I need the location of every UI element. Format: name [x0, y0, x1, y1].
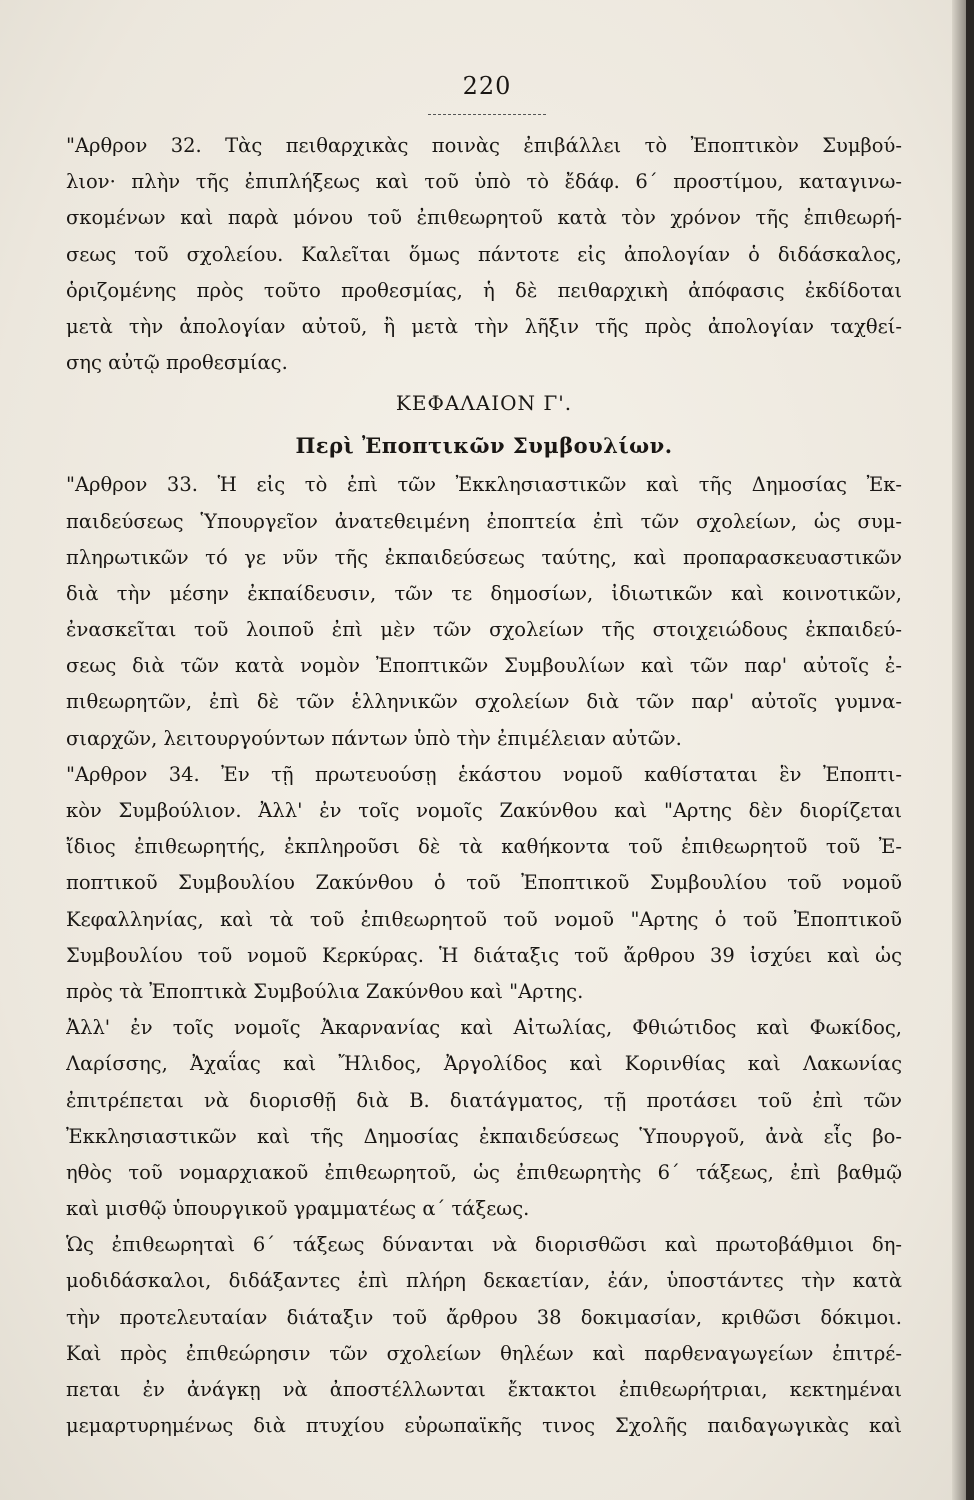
chapter-title: Περὶ Ἐποπτικῶν Συμβουλίων.	[295, 433, 673, 459]
text-line: ἐπιτρέπεται νὰ διορισθῇ διὰ Β. διατάγματος, τῇ προτάσει τοῦ ἐπὶ τῶν	[66, 1088, 902, 1112]
text-line: σης αὐτῷ προθεσμίας.	[66, 351, 288, 375]
text-line: Ἐκκλησιαστικῶν καὶ τῆς Δημοσίας ἐκπαιδεύσεως Ὑπουργοῦ, ἀνὰ εἷς βο-	[66, 1124, 902, 1148]
text-line: Καὶ πρὸς ἐπιθεώρησιν τῶν σχολείων θηλέων καὶ παρθεναγωγείων ἐπιτρέ-	[66, 1341, 902, 1365]
text-line: ἐνασκεῖται τοῦ λοιποῦ ἐπὶ μὲν τῶν σχολείων τῆς στοιχειώδους ἐκπαιδεύ-	[66, 618, 902, 642]
text-line: μεμαρτυρημένως διὰ πτυχίου εὐρωπαϊκῆς τινος Σχολῆς παιδαγωγικὰς καὶ	[66, 1414, 902, 1438]
text-line: λιον· πλὴν τῆς ἐπιπλήξεως καὶ τοῦ ὑπὸ τὸ ἔδάφ. 6΄ προστίμου, καταγινω-	[66, 170, 902, 194]
text-line: πεται ἐν ἀνάγκῃ νὰ ἀποστέλλωνται ἔκτακτοι ἐπιθεωρήτριαι, κεκτημέναι	[66, 1378, 902, 1401]
book-spine-edge	[966, 0, 974, 1500]
text-line: "Αρθρον 33. Ἡ εἰς τὸ ἐπὶ τῶν Ἐκκλησιαστικῶν καὶ τῆς Δημοσίας Ἐκ-	[66, 473, 902, 497]
text-line: "Αρθρον 32. Τὰς πειθαρχικὰς ποινὰς ἐπιβάλλει τὸ Ἐποπτικὸν Συμβού-	[66, 134, 902, 157]
text-line: Ἀλλ' ἐν τοῖς νομοῖς Ἀκαρνανίας καὶ Αἰτωλίας, Φθιώτιδος καὶ Φωκίδος,	[66, 1016, 902, 1040]
text-line: ηθὸς τοῦ νομαρχιακοῦ ἐπιθεωρητοῦ, ὡς ἐπιθεωρητὴς 6΄ τάξεως, ἐπὶ βαθμῷ	[66, 1160, 902, 1184]
chapter-heading: ΚΕΦΑΛΑΙΟΝ Γ'.	[395, 391, 573, 416]
text-line: κὸν Συμβούλιον. Ἀλλ' ἐν τοῖς νομοῖς Ζακύνθου καὶ "Αρτης δὲν διορίζεται	[66, 799, 902, 822]
text-line: Ὡς ἐπιθεωρηταὶ 6΄ τάξεως δύνανται νὰ διορισθῶσι καὶ πρωτοβάθμιοι δη-	[66, 1233, 902, 1257]
text-line: μοδιδάσκαλοι, διδάξαντες ἐπὶ πλήρη δεκαετίαν, ἐάν, ὑποστάντες τὴν κατὰ	[66, 1269, 902, 1293]
text-line: σεως τοῦ σχολείου. Καλεῖται ὅμως πάντοτε εἰς ἀπολογίαν ὁ διδάσκαλος,	[66, 242, 902, 266]
page-number: 220	[462, 72, 512, 100]
text-line: Λαρίσσης, Ἀχαΐας καὶ Ἤλιδος, Ἀργολίδος καὶ Κορινθίας καὶ Λακωνίας	[66, 1052, 902, 1076]
text-line: σκομένων καὶ παρὰ μόνου τοῦ ἐπιθεωρητοῦ κατὰ τὸν χρόνον τῆς ἐπιθεωρή-	[66, 206, 902, 230]
text-line: ποπτικοῦ Συμβουλίου Ζακύνθου ὁ τοῦ Ἐποπτικοῦ Συμβουλίου τοῦ νομοῦ	[66, 871, 902, 895]
text-line: ἴδιος ἐπιθεωρητής, ἐκπληροῦσι δὲ τὰ καθήκοντα τοῦ ἐπιθεωρητοῦ τοῦ Ἐ-	[66, 835, 902, 859]
text-line: πρὸς τὰ Ἐποπτικὰ Συμβούλια Ζακύνθου καὶ "Αρτης.	[66, 979, 584, 1003]
text-line: ὁριζομένης πρὸς τοῦτο προθεσμίας, ἡ δὲ πειθαρχικὴ ἀπόφασις ἐκδίδοται	[66, 278, 902, 302]
header-rule	[428, 114, 546, 115]
text-line: μετὰ τὴν ἀπολογίαν αὐτοῦ, ἢ μετὰ τὴν λῆξιν τῆς πρὸς ἀπολογίαν ταχθεί-	[66, 314, 902, 338]
text-line: παιδεύσεως Ὑπουργεῖον ἀνατεθειμένη ἐποπτεία ἐπὶ τῶν σχολείων, ὡς συμ-	[66, 509, 902, 533]
text-line: διὰ τὴν μέσην ἐκπαίδευσιν, τῶν τε δημοσίων, ἰδιωτικῶν καὶ κοινοτικῶν,	[66, 581, 902, 605]
text-line: πιθεωρητῶν, ἐπὶ δὲ τῶν ἑλληνικῶν σχολείων διὰ τῶν παρ' αὐτοῖς γυμνα-	[66, 690, 902, 714]
text-block	[66, 128, 902, 1444]
text-line: Συμβουλίου τοῦ νομοῦ Κερκύρας. Ἡ διάταξις τοῦ ἄρθρου 39 ἰσχύει καὶ ὡς	[66, 943, 902, 967]
text-line: Κεφαλληνίας, καὶ τὰ τοῦ ἐπιθεωρητοῦ τοῦ νομοῦ "Αρτης ὁ τοῦ Ἐποπτικοῦ	[66, 907, 902, 931]
text-line: πληρωτικῶν τό γε νῦν τῆς ἐκπαιδεύσεως ταύτης, καὶ προπαρασκευαστικῶν	[66, 545, 902, 569]
text-line: τὴν προτελευταίαν διάταξιν τοῦ ἄρθρου 38 δοκιμασίαν, κριθῶσι δόκιμοι.	[66, 1305, 902, 1329]
text-line: καὶ μισθῷ ὑπουργικοῦ γραμματέως α΄ τάξεως.	[66, 1197, 530, 1221]
text-line: σεως διὰ τῶν κατὰ νομὸν Ἐποπτικῶν Συμβουλίων καὶ τῶν παρ' αὐτοῖς ἐ-	[66, 654, 902, 678]
text-line: σιαρχῶν, λειτουργούντων πάντων ὑπὸ τὴν ἐπιμέλειαν αὐτῶν.	[66, 726, 682, 750]
text-line: "Αρθρον 34. Ἐν τῇ πρωτευούσῃ ἑκάστου νομοῦ καθίσταται ἓν Ἐποπτι-	[66, 762, 902, 786]
